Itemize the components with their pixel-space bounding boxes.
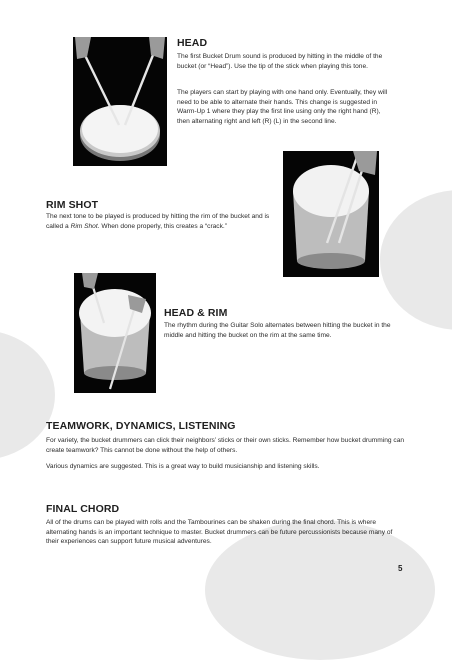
head-paragraph-2: The players can start by playing with one hand only. Eventually, they will need to be able to alternate their hands. This change is suggested in Warm-Up 1 where they play the first line using only the right hand (R), then alternating right and left (R) (L) in the second line. (177, 89, 388, 125)
background-shape (380, 190, 452, 330)
photo-head-and-rim (74, 273, 156, 393)
heading-rim-shot: RIM SHOT (46, 199, 99, 211)
rim-shot-text-end: . When done properly, this creates a “crack.” (97, 222, 227, 230)
photo-rim-shot (283, 151, 379, 277)
rim-shot-term: Rim Shot (70, 222, 98, 230)
final-chord-paragraph: All of the drums can be played with rolls and the Tambourines can be shaken during the final chord. This is where alternating hands is an important technique to master. Bucket drummers can be future percussionists because many of their experiences can support future musical adventures. (46, 519, 393, 546)
head-paragraph-1: The first Bucket Drum sound is produced by hitting in the middle of the bucket (or “Head”). Use the tip of the stick when playing this tone. (177, 53, 383, 70)
photo-head-hit (73, 37, 167, 166)
teamwork-paragraph-1: For variety, the bucket drummers can click their neighbors’ sticks or their own sticks. Remember how bucket drumming can create teamwork? This cannot be done without the help of others. (46, 437, 405, 454)
page-number: 5 (398, 564, 403, 573)
teamwork-paragraph-2: Various dynamics are suggested. This is a great way to build musicianship and listening skills. (46, 463, 320, 470)
heading-head: HEAD (177, 37, 208, 49)
heading-teamwork: TEAMWORK, DYNAMICS, LISTENING (46, 420, 236, 432)
heading-final-chord: FINAL CHORD (46, 503, 120, 515)
head-and-rim-paragraph: The rhythm during the Guitar Solo alternates between hitting the bucket in the middle and hitting the bucket on the rim at the same time. (164, 322, 391, 339)
rim-shot-paragraph (46, 212, 278, 231)
heading-head-and-rim: HEAD & RIM (164, 307, 228, 319)
rim-shot-text: The next tone to be played is produced by hitting the rim of the bucket and is called a (46, 213, 270, 230)
